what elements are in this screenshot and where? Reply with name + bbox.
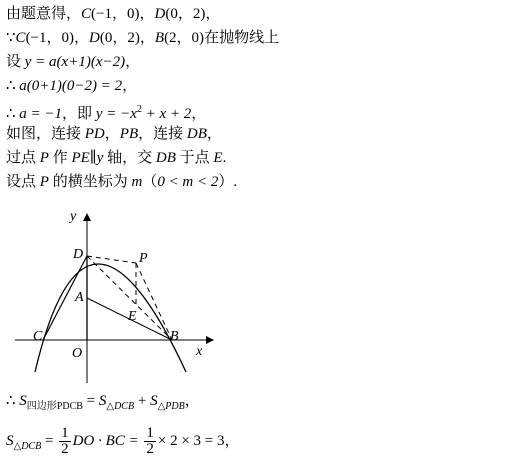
tail: ， bbox=[184, 393, 200, 409]
segment-db bbox=[87, 256, 172, 340]
point-p: P bbox=[39, 174, 49, 190]
label-x-axis: x bbox=[196, 344, 203, 359]
variable-m: m bbox=[131, 174, 143, 190]
point-c: C bbox=[81, 6, 92, 22]
solution-line-7 bbox=[6, 148, 226, 168]
solution-line-5 bbox=[6, 100, 206, 124]
solution-line-2 bbox=[6, 28, 279, 48]
segment-pd: PD bbox=[84, 126, 105, 142]
numerator: 1 bbox=[146, 425, 154, 442]
axis-y: y bbox=[96, 150, 104, 166]
denominator: 2 bbox=[61, 441, 69, 458]
point-d: D bbox=[89, 30, 100, 46]
label-point-b: B bbox=[170, 329, 179, 344]
point-d: D bbox=[154, 6, 166, 22]
expression: DO · BC = bbox=[72, 433, 143, 449]
solution-line-1 bbox=[6, 4, 220, 24]
coord: (2，0) bbox=[164, 30, 205, 46]
label-point-p: P bbox=[139, 251, 148, 266]
tail: ， bbox=[205, 6, 221, 22]
tail: . bbox=[222, 150, 227, 166]
label-point-d: D bbox=[73, 247, 84, 262]
label-point-c: C bbox=[33, 329, 43, 344]
tail: ， bbox=[191, 106, 207, 122]
tail: 在抛物线上 bbox=[204, 30, 280, 46]
segment-db: DB bbox=[186, 126, 207, 142]
label-origin-o: O bbox=[72, 346, 83, 361]
therefore-symbol: ∴ bbox=[6, 106, 20, 122]
label-y-axis: y bbox=[70, 209, 77, 224]
denominator: 2 bbox=[146, 441, 154, 458]
equation: a(0+1)(0−2) = 2 bbox=[19, 78, 123, 94]
paren: ） bbox=[218, 174, 234, 190]
fraction-half bbox=[59, 426, 71, 457]
area-symbol: S bbox=[150, 393, 158, 409]
tail: ， bbox=[122, 78, 138, 94]
solution-line-9 bbox=[6, 391, 200, 417]
segment-dp bbox=[87, 256, 136, 263]
text: 作 bbox=[48, 150, 72, 166]
solution-line-6 bbox=[6, 124, 222, 144]
equation: y = −x bbox=[95, 106, 137, 122]
tail: ， bbox=[206, 126, 222, 142]
sep: ， bbox=[139, 6, 155, 22]
parabola-curve bbox=[35, 264, 186, 372]
subscript: △DCB bbox=[13, 441, 42, 452]
expression: × 2 × 3 = 3， bbox=[157, 433, 240, 449]
subscript: △DCB bbox=[106, 401, 135, 412]
coord: (0，2) bbox=[99, 30, 140, 46]
equation: a = −1 bbox=[19, 106, 63, 122]
plus: + bbox=[134, 393, 151, 409]
area-symbol: S bbox=[19, 393, 27, 409]
subscript: △PDB bbox=[157, 401, 185, 412]
coord: (0，2) bbox=[165, 6, 206, 22]
coord: (−1，0) bbox=[25, 30, 75, 46]
text: 的横坐标为 bbox=[48, 174, 132, 190]
text: 过点 bbox=[6, 150, 40, 166]
tail: . bbox=[233, 174, 238, 190]
exponent: 2 bbox=[136, 104, 142, 115]
because-symbol: ∵ bbox=[6, 30, 16, 46]
parabola-figure bbox=[0, 200, 230, 385]
equals: = bbox=[41, 433, 58, 449]
solution-line-3 bbox=[6, 52, 140, 72]
segment-db: DB bbox=[155, 150, 176, 166]
sep: ， bbox=[139, 30, 155, 46]
range: 0 < m < 2 bbox=[157, 174, 219, 190]
label-point-a: A bbox=[75, 290, 84, 305]
area-symbol: S bbox=[6, 433, 14, 449]
segment-pb bbox=[136, 263, 172, 340]
area-symbol: S bbox=[98, 393, 107, 409]
coord: (−1，0) bbox=[91, 6, 140, 22]
text: 于点 bbox=[175, 150, 214, 166]
paren: （ bbox=[142, 174, 158, 190]
point-e: E bbox=[213, 150, 223, 166]
point-c: C bbox=[15, 30, 26, 46]
therefore-symbol: ∴ bbox=[6, 78, 20, 94]
text: ，即 bbox=[62, 106, 96, 122]
label-point-e: E bbox=[128, 309, 137, 324]
therefore-symbol: ∴ bbox=[6, 393, 20, 409]
segment-pe: PE bbox=[71, 150, 90, 166]
equation: + x + 2 bbox=[141, 106, 192, 122]
solution-line-8 bbox=[6, 172, 237, 192]
solution-line-4 bbox=[6, 76, 137, 96]
equals: = bbox=[82, 393, 99, 409]
point-b: B bbox=[154, 30, 165, 46]
text: 设点 bbox=[6, 174, 40, 190]
text: 设 bbox=[6, 54, 25, 70]
text: 如图，连接 bbox=[6, 126, 85, 142]
tail: ， bbox=[125, 54, 141, 70]
parallel-symbol: ∥ bbox=[89, 150, 97, 166]
sep: ， bbox=[74, 30, 90, 46]
sep: ， bbox=[104, 126, 120, 142]
text: ，连接 bbox=[138, 126, 187, 142]
text: 轴，交 bbox=[103, 150, 156, 166]
solution-line-10 bbox=[6, 426, 240, 462]
numerator: 1 bbox=[61, 425, 69, 442]
segment-pb: PB bbox=[119, 126, 139, 142]
subscript: 四边形PDCB bbox=[26, 401, 83, 412]
fraction-half bbox=[144, 426, 156, 457]
point-p: P bbox=[39, 150, 49, 166]
equation: y = a(x+1)(x−2) bbox=[24, 54, 126, 70]
text: 由题意得， bbox=[6, 6, 82, 22]
